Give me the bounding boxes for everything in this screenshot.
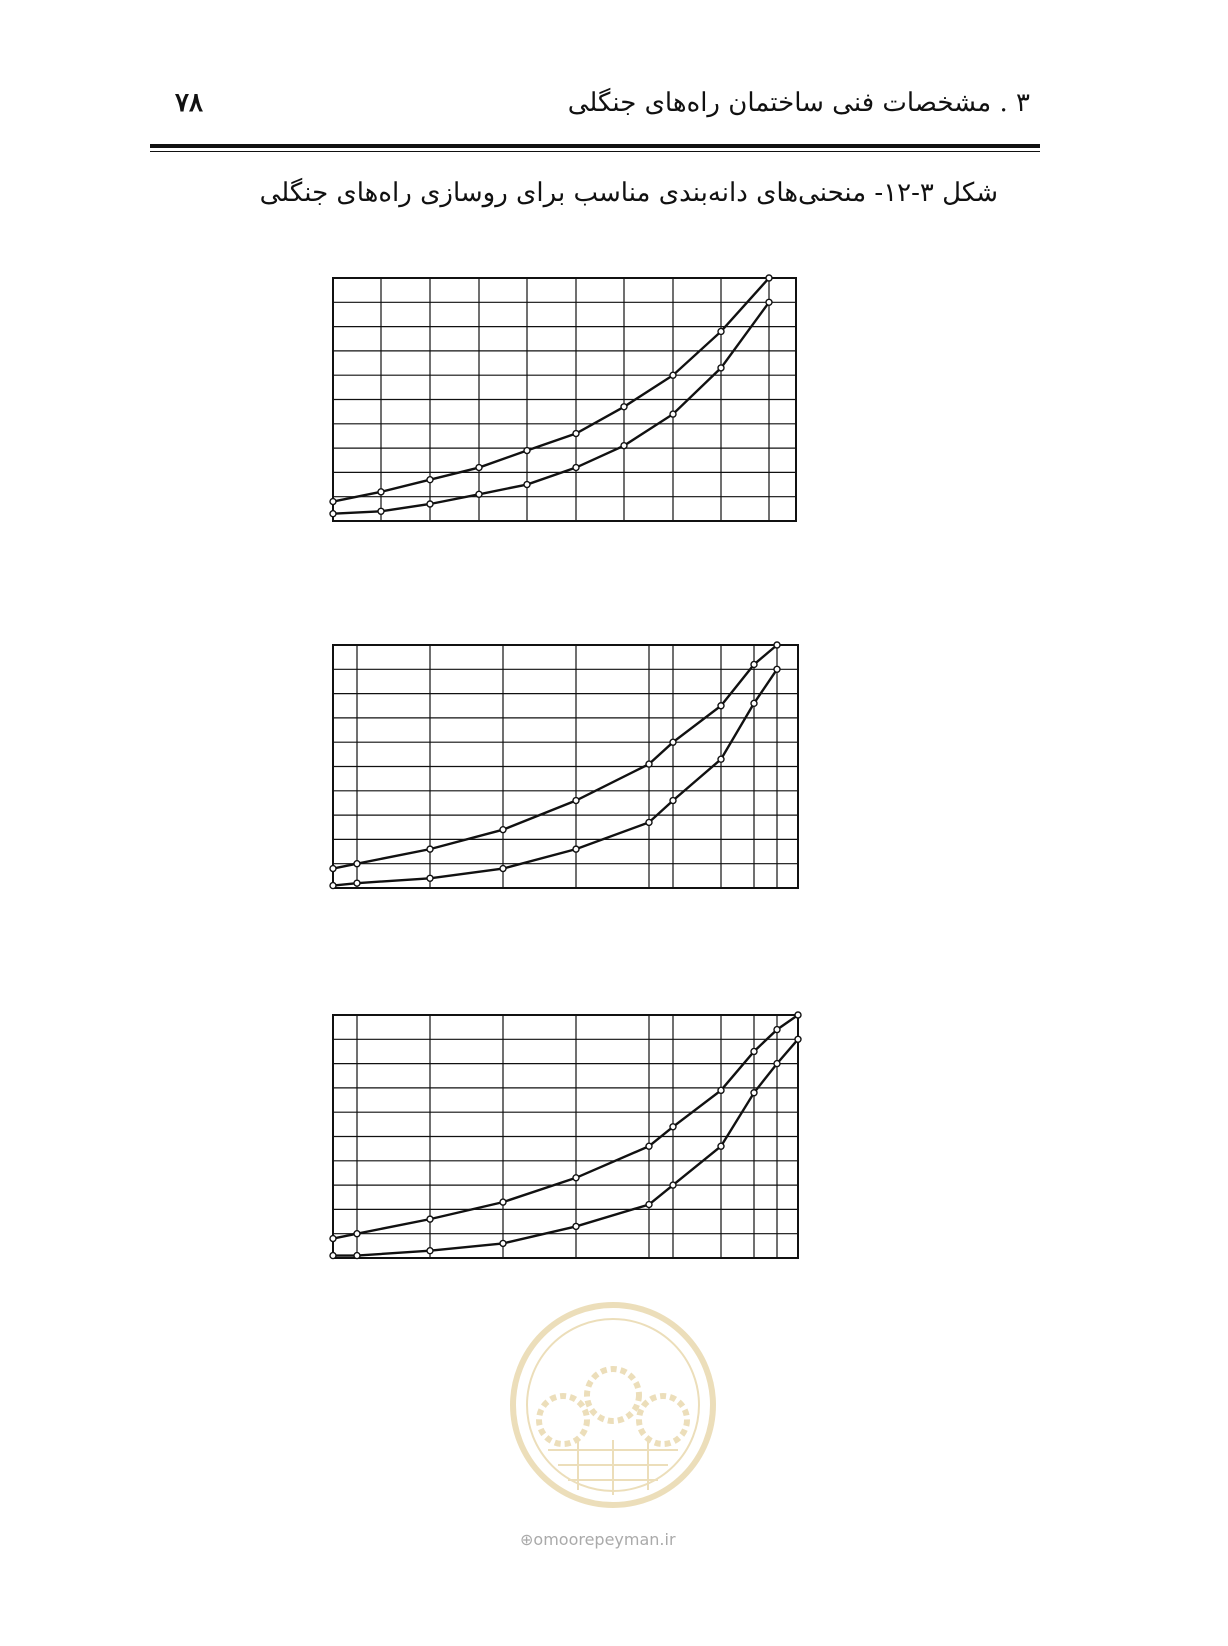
data-point <box>718 756 724 762</box>
data-point <box>621 404 627 410</box>
data-point <box>330 883 336 889</box>
data-point <box>330 1253 336 1259</box>
data-point <box>573 846 579 852</box>
figure-caption: شکل ۳-۱۲- منحنی‌های دانه‌بندی مناسب برای روسازی راه‌های جنگلی <box>259 178 998 208</box>
data-point <box>573 1223 579 1229</box>
data-point <box>524 448 530 454</box>
data-point <box>500 1240 506 1246</box>
data-point <box>500 866 506 872</box>
page-number: ۷۸ <box>175 88 203 118</box>
data-point <box>751 1090 757 1096</box>
grading-chart-3 <box>300 985 840 1330</box>
data-point <box>774 666 780 672</box>
data-point <box>751 700 757 706</box>
data-point <box>670 798 676 804</box>
data-point <box>751 1048 757 1054</box>
header-rule <box>150 144 1040 148</box>
grading-chart-1 <box>300 248 840 593</box>
data-point <box>795 1012 801 1018</box>
series-line <box>333 302 769 513</box>
data-point <box>354 880 360 886</box>
data-point <box>718 1087 724 1093</box>
data-point <box>354 1253 360 1259</box>
data-point <box>670 1182 676 1188</box>
data-point <box>330 511 336 517</box>
header-rule-thin <box>150 151 1040 152</box>
data-point <box>476 491 482 497</box>
data-point <box>774 1061 780 1067</box>
data-point <box>573 465 579 471</box>
data-point <box>621 443 627 449</box>
data-point <box>646 819 652 825</box>
data-point <box>670 739 676 745</box>
data-point <box>573 1175 579 1181</box>
data-point <box>427 846 433 852</box>
data-point <box>427 1216 433 1222</box>
data-point <box>427 875 433 881</box>
running-title: ۳ . مشخصات فنی ساختمان راه‌های جنگلی <box>567 88 1030 118</box>
globe-icon: ⊕ <box>520 1530 534 1549</box>
data-point <box>330 866 336 872</box>
data-point <box>573 431 579 437</box>
data-point <box>766 275 772 281</box>
data-point <box>427 501 433 507</box>
data-point <box>573 798 579 804</box>
data-point <box>718 328 724 334</box>
data-point <box>795 1036 801 1042</box>
grid <box>333 278 796 521</box>
data-point <box>354 1231 360 1237</box>
data-point <box>646 1143 652 1149</box>
series-line <box>333 645 777 869</box>
series-line <box>333 1039 798 1255</box>
page-header <box>150 88 1040 128</box>
data-point <box>378 489 384 495</box>
data-point <box>718 365 724 371</box>
data-point <box>427 477 433 483</box>
series-line <box>333 278 769 502</box>
data-point <box>670 411 676 417</box>
data-point <box>646 761 652 767</box>
data-point <box>476 465 482 471</box>
data-point <box>774 642 780 648</box>
data-point <box>774 1027 780 1033</box>
data-point <box>427 1248 433 1254</box>
data-point <box>500 1199 506 1205</box>
data-point <box>330 1236 336 1242</box>
watermark-site: ⊕omoorepeyman.ir <box>520 1530 676 1549</box>
series-line <box>333 669 777 885</box>
data-point <box>646 1202 652 1208</box>
series-line <box>333 1015 798 1239</box>
watermark-stamp <box>508 1300 718 1510</box>
grading-chart-2 <box>300 615 840 960</box>
data-point <box>766 299 772 305</box>
data-point <box>500 827 506 833</box>
data-point <box>718 703 724 709</box>
data-point <box>751 661 757 667</box>
data-point <box>524 482 530 488</box>
data-point <box>670 1124 676 1130</box>
data-point <box>670 372 676 378</box>
data-point <box>378 508 384 514</box>
data-point <box>718 1143 724 1149</box>
data-point <box>330 499 336 505</box>
data-point <box>354 861 360 867</box>
